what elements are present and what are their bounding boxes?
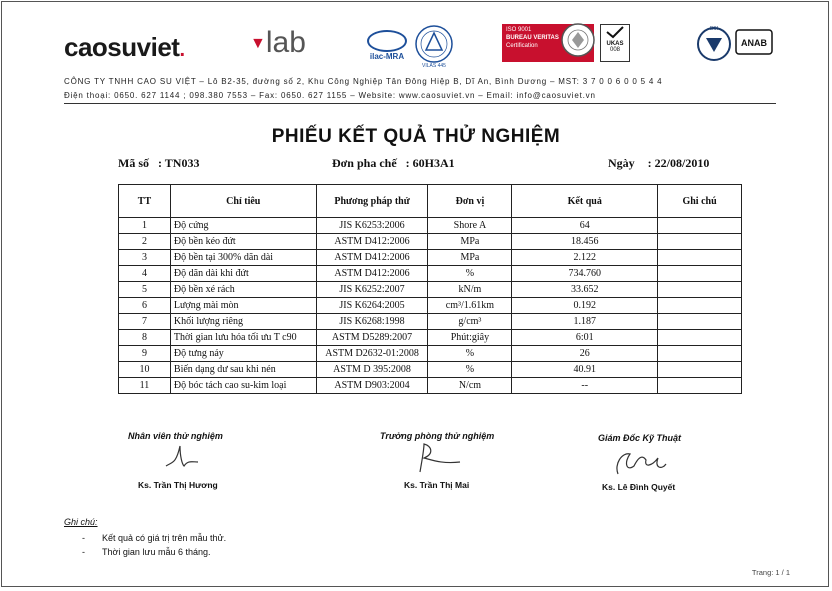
row-number-cell: 9 bbox=[119, 346, 171, 362]
column-header: Ghi chú bbox=[658, 185, 742, 218]
item-cell: Độ bền tại 300% dãn dài bbox=[170, 250, 316, 266]
column-header: TT bbox=[119, 185, 171, 218]
method-cell: JIS K6253:2006 bbox=[316, 218, 428, 234]
document-title: PHIẾU KẾT QUẢ THỬ NGHIỆM bbox=[271, 126, 561, 147]
note-cell bbox=[658, 314, 742, 330]
recipe-value: : 60H3A1 bbox=[405, 156, 455, 170]
director-signature-name: Ks. Lê Đình Quyết bbox=[602, 482, 676, 492]
bureau-veritas-certification-logo: ISO 9001 BUREAU VERITAS Certification bbox=[502, 24, 594, 62]
row-number-cell: 4 bbox=[119, 266, 171, 282]
vilas-accreditation-logo bbox=[412, 24, 456, 68]
row-number-cell: 5 bbox=[119, 282, 171, 298]
result-cell: -- bbox=[512, 378, 658, 394]
table-row bbox=[119, 330, 742, 346]
unit-cell: MPa bbox=[428, 234, 512, 250]
table-row bbox=[119, 266, 742, 282]
row-number-cell: 11 bbox=[119, 378, 171, 394]
method-cell: ASTM D 395:2008 bbox=[316, 362, 428, 378]
date-field bbox=[608, 156, 709, 171]
date-label: Ngày bbox=[608, 156, 635, 170]
note-item: - Thời gian lưu mẫu 6 tháng. bbox=[82, 547, 211, 557]
code-value: : TN033 bbox=[158, 156, 200, 170]
column-header: Phương pháp thử bbox=[316, 185, 428, 218]
table-header-row bbox=[119, 185, 742, 218]
result-cell: 0.192 bbox=[512, 298, 658, 314]
svg-text:VILAS 445: VILAS 445 bbox=[422, 63, 446, 68]
method-cell: ASTM D412:2006 bbox=[316, 250, 428, 266]
staff-signature-name: Ks. Trần Thị Hương bbox=[138, 480, 218, 490]
row-number-cell: 3 bbox=[119, 250, 171, 266]
staff-signature-image bbox=[162, 442, 202, 472]
company-contact-line: Điện thoại: 0650. 627 1144 ; 098.380 7553 – Fax: 0650. 627 1155 – Website: www.caosuviet.vn – Email: info@caosuviet.vn bbox=[64, 91, 596, 100]
item-cell: Độ cứng bbox=[170, 218, 316, 234]
item-cell: Độ dãn dài khi đứt bbox=[170, 266, 316, 282]
table-row bbox=[119, 234, 742, 250]
note-cell bbox=[658, 346, 742, 362]
director-signature-title: Giám Đốc Kỹ Thuật bbox=[598, 433, 682, 443]
bsi-anab-logo bbox=[696, 24, 774, 66]
item-cell: Khối lượng riêng bbox=[170, 314, 316, 330]
ukas-logo: UKAS 008 bbox=[600, 24, 630, 62]
code-field bbox=[118, 156, 199, 171]
result-cell: 33.652 bbox=[512, 282, 658, 298]
company-address-line: CÔNG TY TNHH CAO SU VIỆT – Lô B2-35, đường số 2, Khu Công Nghiệp Tân Đông Hiệp B, Dĩ An, Bình Dương – MST: 3 7 0 0 6 0 0 5 4 4 bbox=[64, 77, 663, 86]
result-cell: 18.456 bbox=[512, 234, 658, 250]
result-cell: 64 bbox=[512, 218, 658, 234]
bureau-veritas-seal-icon bbox=[560, 22, 596, 58]
ilac-mra-logo: ilac-MRA bbox=[367, 30, 407, 56]
item-cell: Độ bền xé rách bbox=[170, 282, 316, 298]
unit-cell: N/cm bbox=[428, 378, 512, 394]
item-cell: Độ bóc tách cao su-kim loại bbox=[170, 378, 316, 394]
document-page bbox=[1, 1, 829, 587]
item-cell: Thời gian lưu hóa tối ưu T c90 bbox=[170, 330, 316, 346]
item-cell: Biến dạng dư sau khi nén bbox=[170, 362, 316, 378]
method-cell: JIS K6264:2005 bbox=[316, 298, 428, 314]
lab-logo: ▼lab bbox=[250, 26, 306, 59]
result-cell: 1.187 bbox=[512, 314, 658, 330]
result-cell: 6:01 bbox=[512, 330, 658, 346]
svg-text:ANAB: ANAB bbox=[741, 38, 767, 48]
results-table bbox=[118, 184, 742, 394]
note-cell bbox=[658, 362, 742, 378]
row-number-cell: 6 bbox=[119, 298, 171, 314]
head-signature-name: Ks. Trần Thị Mai bbox=[404, 480, 470, 490]
table-row bbox=[119, 362, 742, 378]
table-row bbox=[119, 250, 742, 266]
head-signature-image bbox=[412, 440, 466, 476]
unit-cell: Shore A bbox=[428, 218, 512, 234]
page-number: Trang: 1 / 1 bbox=[751, 568, 790, 577]
table-row bbox=[119, 378, 742, 394]
method-cell: ASTM D412:2006 bbox=[316, 266, 428, 282]
note-cell bbox=[658, 250, 742, 266]
caosuviet-logo: caosuviet. bbox=[64, 32, 185, 62]
method-cell: ASTM D5289:2007 bbox=[316, 330, 428, 346]
unit-cell: % bbox=[428, 346, 512, 362]
note-cell bbox=[658, 234, 742, 250]
director-signature-image bbox=[608, 444, 668, 480]
method-cell: ASTM D412:2006 bbox=[316, 234, 428, 250]
note-cell bbox=[658, 378, 742, 394]
note-cell bbox=[658, 266, 742, 282]
note-cell bbox=[658, 218, 742, 234]
ukas-check-icon bbox=[603, 25, 627, 39]
column-header: Chỉ tiêu bbox=[170, 185, 316, 218]
notes-title: Ghi chú: bbox=[64, 517, 98, 527]
row-number-cell: 7 bbox=[119, 314, 171, 330]
row-number-cell: 1 bbox=[119, 218, 171, 234]
unit-cell: kN/m bbox=[428, 282, 512, 298]
unit-cell: cm³/1.61km bbox=[428, 298, 512, 314]
unit-cell: % bbox=[428, 266, 512, 282]
result-cell: 40.91 bbox=[512, 362, 658, 378]
code-label: Mã số bbox=[118, 156, 149, 170]
item-cell: Độ tưng nảy bbox=[170, 346, 316, 362]
result-cell: 2.122 bbox=[512, 250, 658, 266]
item-cell: Lượng mài mòn bbox=[170, 298, 316, 314]
column-header: Đơn vị bbox=[428, 185, 512, 218]
staff-signature-title: Nhân viên thử nghiệm bbox=[128, 431, 223, 441]
note-cell bbox=[658, 282, 742, 298]
method-cell: JIS K6252:2007 bbox=[316, 282, 428, 298]
method-cell: ASTM D2632-01:2008 bbox=[316, 346, 428, 362]
note-item: - Kết quả có giá trị trên mẫu thử. bbox=[82, 533, 227, 543]
row-number-cell: 2 bbox=[119, 234, 171, 250]
table-row bbox=[119, 314, 742, 330]
method-cell: ASTM D903:2004 bbox=[316, 378, 428, 394]
table-row bbox=[119, 298, 742, 314]
method-cell: JIS K6268:1998 bbox=[316, 314, 428, 330]
unit-cell: g/cm³ bbox=[428, 314, 512, 330]
recipe-field bbox=[332, 156, 455, 171]
note-cell bbox=[658, 330, 742, 346]
column-header: Kết quả bbox=[512, 185, 658, 218]
table-row bbox=[119, 346, 742, 362]
row-number-cell: 8 bbox=[119, 330, 171, 346]
result-cell: 734.760 bbox=[512, 266, 658, 282]
item-cell: Độ bền kéo đứt bbox=[170, 234, 316, 250]
table-row bbox=[119, 282, 742, 298]
note-cell bbox=[658, 298, 742, 314]
unit-cell: Phút:giây bbox=[428, 330, 512, 346]
unit-cell: % bbox=[428, 362, 512, 378]
result-cell: 26 bbox=[512, 346, 658, 362]
head-signature-title: Trưởng phòng thử nghiệm bbox=[380, 431, 495, 441]
header-divider bbox=[64, 103, 776, 104]
recipe-label: Đơn pha chế bbox=[332, 156, 397, 170]
row-number-cell: 10 bbox=[119, 362, 171, 378]
table-row bbox=[119, 218, 742, 234]
unit-cell: MPa bbox=[428, 250, 512, 266]
svg-text:BSI: BSI bbox=[709, 26, 719, 32]
date-value: : 22/08/2010 bbox=[647, 156, 710, 170]
